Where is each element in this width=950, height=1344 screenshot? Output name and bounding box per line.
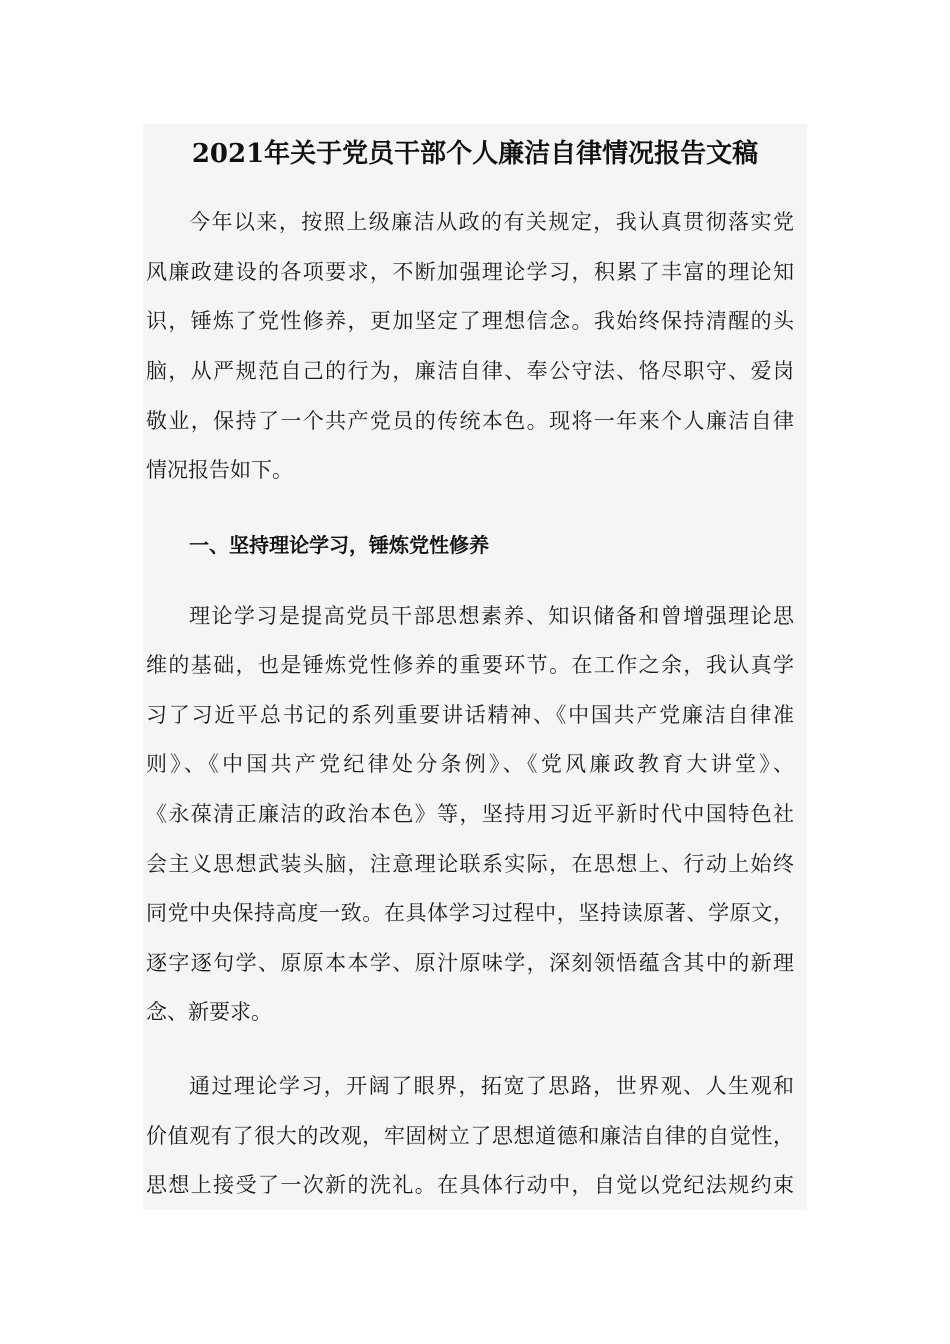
paragraph-line: 风廉政建设的各项要求，不断加强理论学习，积累了丰富的理论知 [146, 260, 794, 284]
paragraph-line: 《永葆清正廉洁的政治本色》等，坚持用习近平新时代中国特色社 [146, 802, 794, 826]
paragraph-line: 情况报告如下。 [146, 458, 293, 482]
paragraph-line: 念、新要求。 [146, 1000, 272, 1024]
paragraph-line: 价值观有了很大的改观，牢固树立了思想道德和廉洁自律的自觉性， [146, 1124, 794, 1148]
paragraph-line: 今年以来，按照上级廉洁从政的有关规定，我认真贯彻落实党 [189, 210, 794, 234]
paragraph-line: 敬业，保持了一个共产党员的传统本色。现将一年来个人廉洁自律 [146, 409, 794, 433]
paragraph-line: 则》、《中国共产党纪律处分条例》、《党风廉政教育大讲堂》、 [146, 752, 794, 776]
paragraph-line: 理论学习是提高党员干部思想素养、知识储备和曾增强理论思 [189, 604, 794, 628]
paragraph-line: 逐字逐句学、原原本本学、原汁原味学，深刻领悟蕴含其中的新理 [146, 951, 794, 975]
paragraph-line: 识，锤炼了党性修养，更加坚定了理想信念。我始终保持清醒的头 [146, 309, 794, 333]
paragraph-line: 通过理论学习，开阔了眼界，拓宽了思路，世界观、人生观和 [189, 1074, 794, 1098]
paragraph-line: 维的基础，也是锤炼党性修养的重要环节。在工作之余，我认真学 [146, 653, 794, 677]
section-heading: 一、坚持理论学习，锤炼党性修养 [189, 533, 489, 557]
paragraph-line: 习了习近平总书记的系列重要讲话精神、《中国共产党廉洁自律准 [146, 703, 794, 727]
paragraph-line: 脑，从严规范自己的行为，廉洁自律、奉公守法、恪尽职守、爱岗 [146, 359, 794, 383]
paragraph-line: 会主义思想武装头脑，注意理论联系实际，在思想上、行动上始终 [146, 852, 794, 876]
paragraph-line: 同党中央保持高度一致。在具体学习过程中，坚持读原著、学原文， [146, 901, 794, 925]
document-title: 2021年关于党员干部个人廉洁自律情况报告文稿 [191, 139, 759, 169]
paragraph-line: 思想上接受了一次新的洗礼。在具体行动中，自觉以党纪法规约束 [146, 1173, 794, 1197]
